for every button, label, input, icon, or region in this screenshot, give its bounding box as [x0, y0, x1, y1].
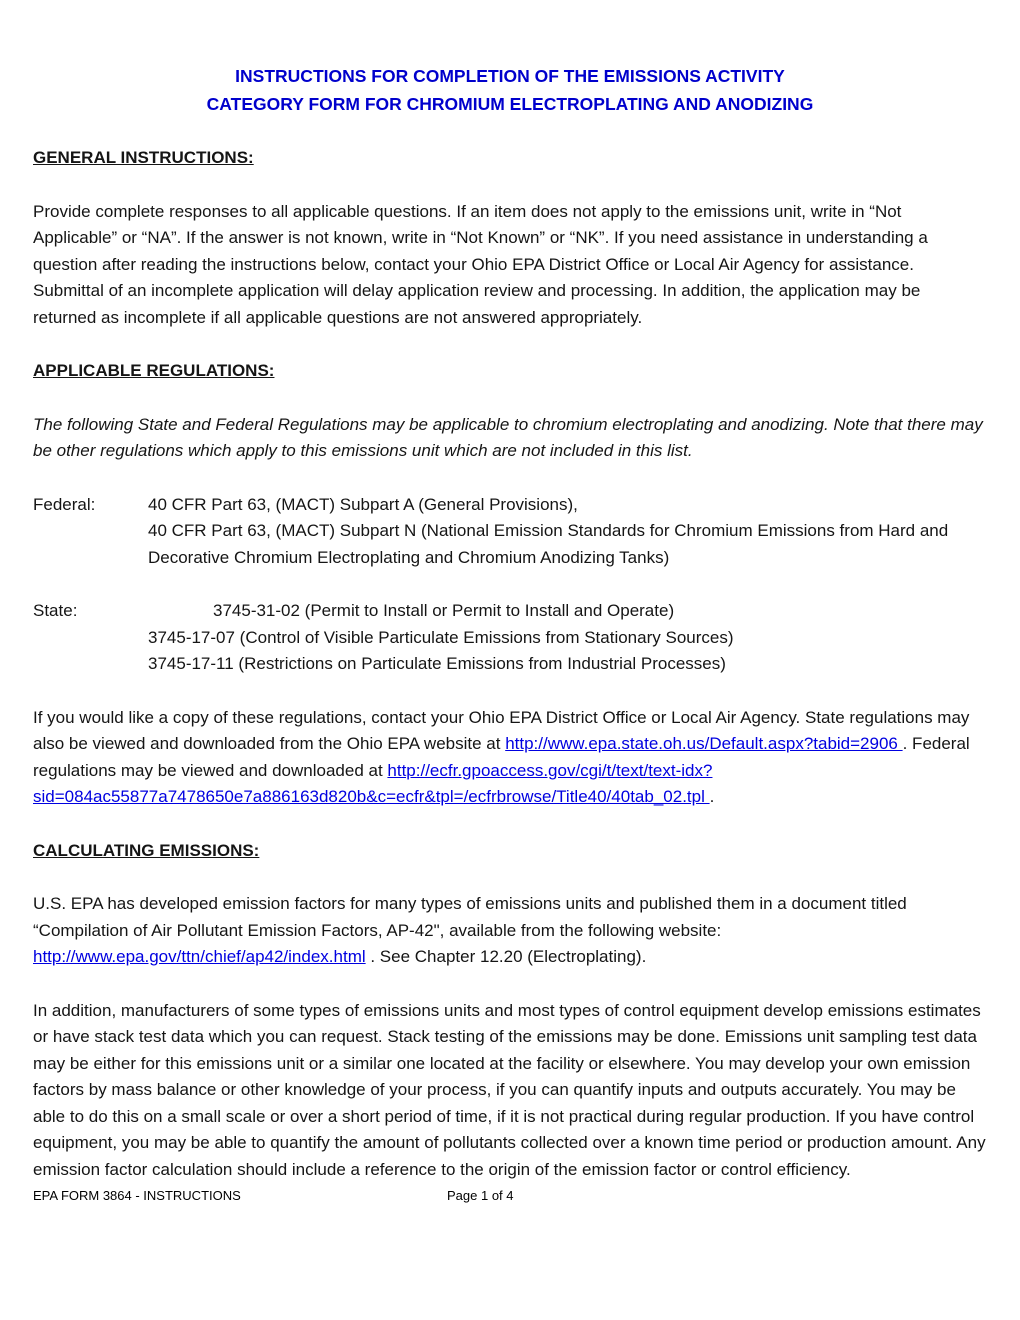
state-label: State: — [33, 601, 78, 620]
paragraph-calculating-1 — [33, 891, 987, 971]
paragraph-regulations-copy — [33, 705, 987, 811]
heading-general-instructions: GENERAL INSTRUCTIONS: — [33, 148, 254, 167]
ecfr-link-text-1: http://ecfr.gpoaccess.gov/cgi/t/text/text-idx? — [387, 760, 713, 780]
ohio-epa-link-text: http://www.epa.state.oh.us/Default.aspx?tabid=2906 — [505, 734, 903, 753]
doc-title-line2: CATEGORY FORM FOR CHROMIUM ELECTROPLATING AND ANODIZING — [206, 94, 814, 114]
ap42-link-text: http://www.epa.gov/ttn/chief/ap42/index.html — [33, 947, 366, 966]
federal-content — [148, 492, 987, 572]
heading-calculating-emissions: CALCULATING EMISSIONS: — [33, 840, 260, 860]
paragraph-calculating-2: In addition, manufacturers of some types of emissions units and most types of control equipment develop emissions estimates or have stack test data which you can request. Stack testing of the emissions may be done. Emissions unit sampling test data may be either for this emissions unit or a similar one located at the facility or elsewhere. You may develop your own emission factors by mass balance or other knowledge of your process, if you can quantify inputs and outputs accurately. You may be able to do this on a small scale or over a short period of time, if it is not practical during regular production. If you have control equipment, you may be able to quantify the amount of pollutants collected over a known time period or production amount. Any emission factor calculation should include a reference to the origin of the emission factor or control efficiency. — [33, 1000, 986, 1179]
regulations-copy-text-3: . — [709, 787, 715, 806]
federal-line1: 40 CFR Part 63, (MACT) Subpart A (General Provisions), — [148, 494, 578, 514]
heading-applicable-regulations: APPLICABLE REGULATIONS: — [33, 361, 275, 380]
paragraph-general-instructions: Provide complete responses to all applicable questions. If an item does not apply to the emissions unit, write in “Not Applicable” or “NA”. If the answer is not known, write in “Not Known” or “NK”. If you need assistance in understanding a question after reading the instructions below, contact your Ohio EPA District Office or Local Air Agency for assistance. Submittal of an incomplete application will delay application review and processing. In addition, the application may be returned as incomplete if all applicable questions are not answered appropriately. — [33, 201, 928, 327]
state-content — [148, 598, 987, 678]
ap42-link[interactable] — [33, 947, 366, 966]
regulations-copy-text-2: . Federal regulations may be viewed and downloaded at — [33, 734, 970, 780]
state-regulations-block — [33, 598, 987, 678]
ohio-epa-link[interactable] — [505, 734, 902, 753]
calculating-text-2: . See Chapter 12.20 (Electroplating). — [365, 947, 647, 966]
calculating-text-1: U.S. EPA has developed emission factors for many types of emissions units and published them in a document titled “Compilation of Air Pollutant Emission Factors, AP-42", available from the following website: — [33, 894, 907, 940]
federal-regulations-block — [33, 492, 987, 572]
state-line2: 3745-17-07 (Control of Visible Particulate Emissions from Stationary Sources) — [148, 627, 734, 647]
doc-title-line1: INSTRUCTIONS FOR COMPLETION OF THE EMISSIONS ACTIVITY — [235, 66, 785, 86]
federal-label: Federal: — [33, 494, 96, 514]
regulations-copy-text-1: If you would like a copy of these regulations, contact your Ohio EPA District Office or Local Air Agency. State regulations may also be viewed and downloaded from the Ohio EPA website at — [33, 707, 970, 753]
federal-line2: 40 CFR Part 63, (MACT) Subpart N (National Emission Standards for Chromium Emissions from Hard and Decorative Chromium Electroplating and Chromium Anodizing Tanks) — [148, 521, 949, 567]
paragraph-regulations-intro: The following State and Federal Regulations may be applicable to chromium electroplating and anodizing. Note that there may be other regulations which apply to this emissions unit which are not included in this list. — [33, 414, 983, 460]
doc-title — [33, 62, 987, 118]
state-line1: 3745-31-02 (Permit to Install or Permit to Install and Operate) — [213, 601, 675, 620]
state-line3: 3745-17-11 (Restrictions on Particulate Emissions from Industrial Processes) — [148, 654, 726, 673]
ecfr-link-text-2: sid=084ac55877a7478650e7a886163d820b&c=ecfr&tpl=/ecfrbrowse/Title40/40tab_02.tpl — [33, 787, 710, 806]
footer-form-id: EPA FORM 3864 - INSTRUCTIONS — [33, 1188, 241, 1203]
footer-page-number: Page 1 of 4 — [447, 1188, 514, 1203]
